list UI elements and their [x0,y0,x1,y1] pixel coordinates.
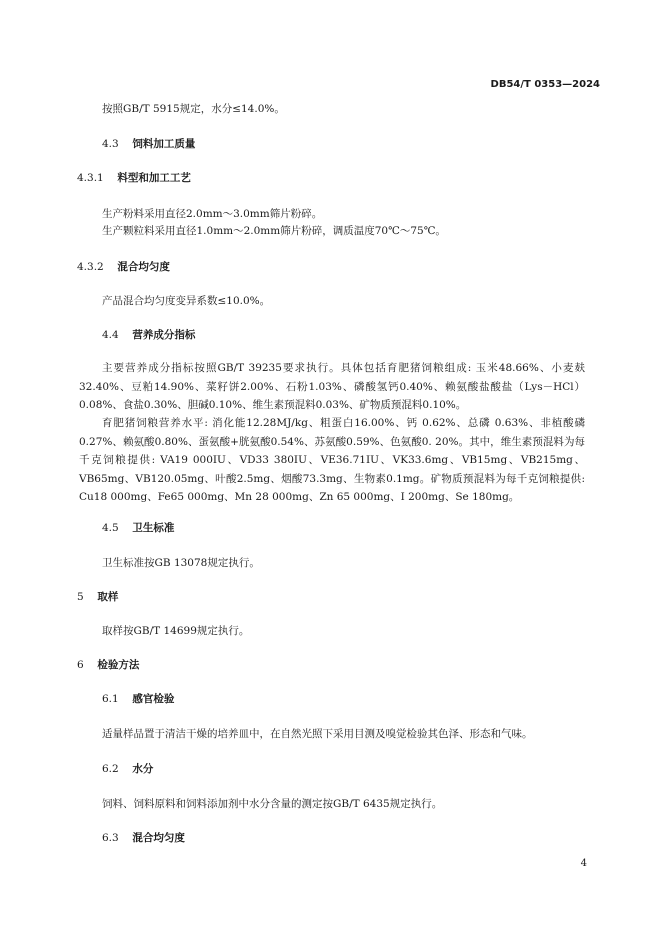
paragraph-powder-process: 生产粉料采用直径2.0mm～3.0mm筛片粉碎。 [102,208,323,220]
section-heading-4-3 [102,136,195,151]
paragraph-feed-composition: 主要营养成分指标按照GB/T 39235要求执行。具体包括育肥猪饲粮组成: 玉米48.66%、小麦麸32.40%、豆粕14.90%、菜籽饼2.00%、石粉1.03%、磷酸氢钙0.40%、赖氨酸盐酸盐（Lys－HCl）0.08%、食盐0.30%、胆碱0.10%、维生素预混料0.03%、矿物质预混料0.10%。 [79,362,585,411]
section-number: 5 [77,591,84,603]
section-number: 6 [77,659,84,671]
paragraph-mixing-uniformity: 产品混合均匀度变异系数≤10.0%。 [102,295,271,307]
paragraph-nutrition-level: 育肥猪饲粮营养水平: 消化能12.28MJ/kg、粗蛋白16.00%、钙 0.62%、总磷 0.63%、非植酸磷0.27%、赖氨酸0.80%、蛋氨酸+胱氨酸0.54%、苏氨酸0.59%、色氨酸0. 20%。其中，维生素预混料为每千克饲粮提供: VA19 000IU、VD33 380IU、VE36.71IU、VK33.6mg、VB15mg、VB215mg、VB65mg、VB120.05mg、叶酸2.5mg、烟酸73.3mg、生物素0.1mg。矿物质预混料为每千克饲粮提供: Cu18 000mg、Fe65 000mg、Mn 28 000mg、Zn 65 000mg、I 200mg、Se 180mg。 [79,417,585,503]
section-title: 饲料加工质量 [132,138,196,150]
section-number: 4.5 [102,522,119,534]
paragraph-sensory-test: 适量样品置于清洁干燥的培养皿中，在自然光照下采用目测及嗅觉检验其色泽、形态和气味。 [102,728,533,740]
section-heading-4-3-2 [77,259,170,274]
section-heading-4-3-1 [77,170,191,185]
section-number: 6.2 [102,763,119,775]
section-heading-5 [77,589,118,604]
section-heading-4-4 [102,327,195,342]
paragraph-hygiene-standard: 卫生标准按GB 13078规定执行。 [102,557,260,569]
standard-code: DB54/T 0353—2024 [490,79,600,90]
section-title: 料型和加工工艺 [117,172,191,184]
section-title: 营养成分指标 [132,329,196,341]
section-title: 混合均匀度 [132,832,185,844]
section-heading-6-1 [102,691,174,706]
section-number: 4.3.2 [77,261,104,273]
section-title: 卫生标准 [132,522,175,534]
paragraph-pellet-process: 生产颗粒料采用直径1.0mm～2.0mm筛片粉碎，调质温度70℃～75℃。 [102,225,446,237]
section-number: 4.4 [102,329,119,341]
section-title: 检验方法 [97,659,140,671]
section-title: 混合均匀度 [117,261,170,273]
section-title: 水分 [132,763,154,775]
section-heading-6-3 [102,830,185,845]
section-title: 取样 [97,591,119,603]
section-number: 4.3 [102,138,119,150]
section-heading-4-5 [102,520,174,535]
section-number: 6.1 [102,693,119,705]
paragraph-sampling: 取样按GB/T 14699规定执行。 [102,625,250,637]
page-number: 4 [580,858,587,869]
section-heading-6 [77,657,139,672]
section-heading-6-2 [102,761,153,776]
paragraph-moisture: 按照GB/T 5915规定，水分≤14.0%。 [102,103,285,115]
section-title: 感官检验 [132,693,175,705]
section-number: 4.3.1 [77,172,104,184]
section-number: 6.3 [102,832,119,844]
paragraph-moisture-test: 饲料、饲料原料和饲料添加剂中水分含量的测定按GB/T 6435规定执行。 [102,798,443,810]
